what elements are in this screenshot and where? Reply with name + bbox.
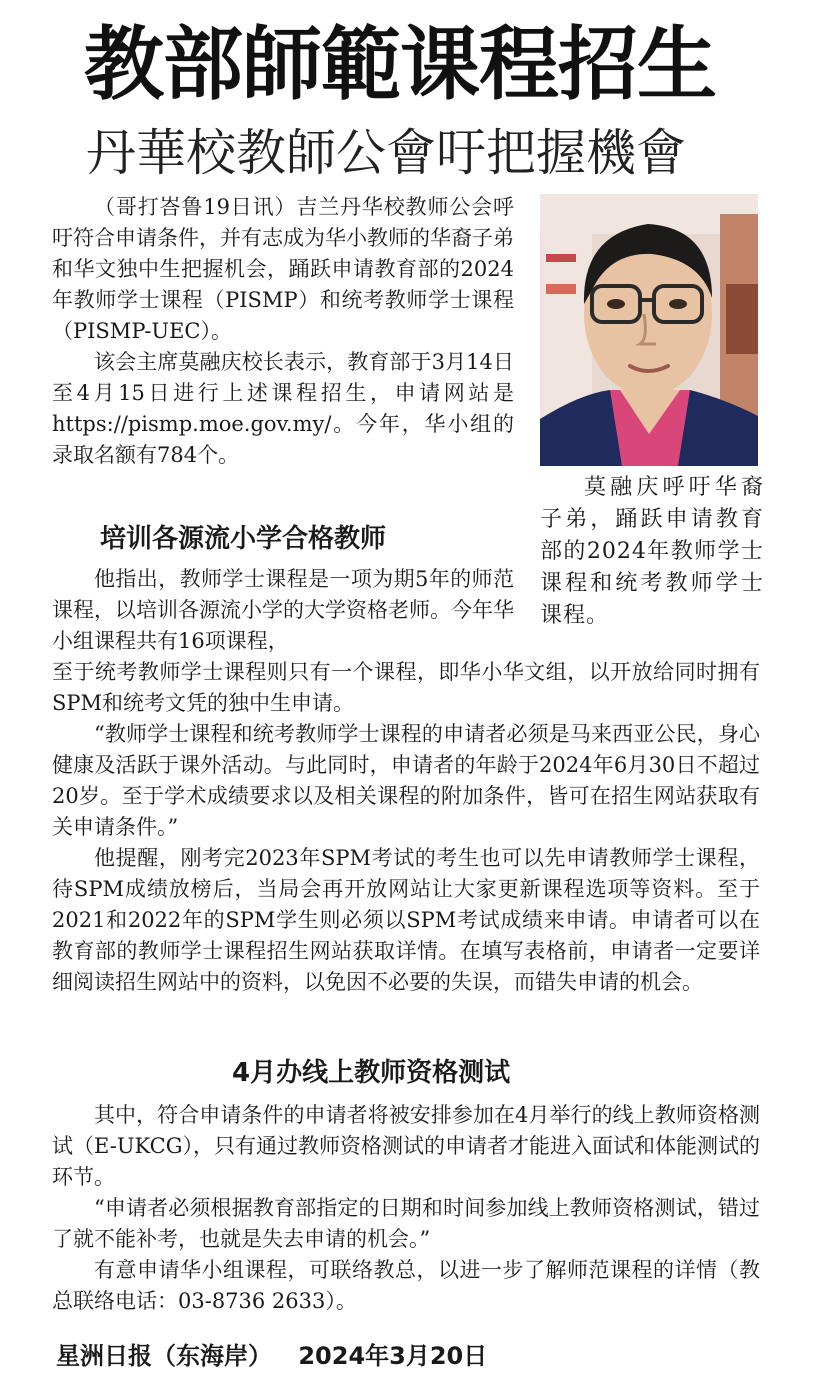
article-body-full: [52, 657, 760, 998]
article-column-top: [52, 192, 514, 471]
source-footer: [56, 1340, 505, 1372]
article-paragraph: （哥打峇鲁19日讯）吉兰丹华校教师公会呼吁符合申请条件，并有志成为华小教师的华裔子弟和华文独中生把握机会，踊跃申请教育部的2024年教师学士课程（PISMP）和统考教师学士课程（PISMP-UEC）。: [52, 195, 514, 343]
article-paragraph: 其中，符合申请条件的申请者将被安排参加在4月举行的线上教师资格测试（E-UKCG），只有通过教师资格测试的申请者才能进入面试和体能测试的环节。: [52, 1103, 760, 1189]
publication-date: 2024年3月20日: [298, 1342, 488, 1370]
article-paragraph: “申请者必须根据教育部指定的日期和时间参加线上教师资格测试，错过了就不能补考，也就是失去申请的机会。”: [52, 1196, 760, 1251]
headline: 教部師範课程招生: [84, 18, 716, 111]
article-paragraph: 有意申请华小组课程，可联络教总，以进一步了解师范课程的详情（教总联络电话：03-8736 2633）。: [52, 1258, 760, 1313]
portrait-illustration: [540, 194, 758, 466]
section-heading: 培训各源流小学合格教师: [100, 524, 387, 554]
article-body-bottom: [52, 1100, 760, 1317]
article-paragraph: 他提醒，刚考完2023年SPM考试的考生也可以先申请教师学士课程，待SPM成绩放榜后，当局会再开放网站让大家更新课程选项等资料。至于2021和2022年的SPM学生则必须以SPM考试成绩来申请。申请者可以在教育部的教师学士课程招生网站获取详情。在填写表格前，申请者一定要详细阅读招生网站中的资料，以免因不必要的失误，而错失申请的机会。: [52, 846, 760, 994]
newspaper-name: 星洲日报（东海岸）: [56, 1342, 272, 1370]
section-heading: 4月办线上教师资格测试: [232, 1058, 511, 1088]
article-column-mid: [52, 564, 514, 657]
portrait-photo: [540, 194, 758, 466]
photo-caption: [540, 472, 764, 632]
article-paragraph: 该会主席莫融庆校长表示，教育部于3月14日至4月15日进行上述课程招生，申请网站是 https://pismp.moe.gov.my/。今年，华小组的录取名额有784个。: [52, 350, 514, 467]
article-paragraph: “教师学士课程和统考教师学士课程的申请者必须是马来西亚公民，身心健康及活跃于课外活动。与此同时，申请者的年龄于2024年6月30日不超过20岁。至于学术成绩要求以及相关课程的附加条件，皆可在招生网站获取有关申请条件。”: [52, 722, 760, 839]
photo-caption-text: 莫融庆呼吁华裔子弟，踊跃申请教育部的2024年教师学士课程和统考教师学士课程。: [540, 475, 764, 628]
article-paragraph: 他指出，教师学士课程是一项为期5年的师范课程，以培训各源流小学的大学资格老师。今年华小组课程共有16项课程，: [52, 567, 514, 653]
article-paragraph: 至于统考教师学士课程则只有一个课程，即华小华文组，以开放给同时拥有SPM和统考文凭的独中生申请。: [52, 660, 760, 715]
subheadline: 丹華校教師公會吁把握機會: [86, 124, 686, 182]
